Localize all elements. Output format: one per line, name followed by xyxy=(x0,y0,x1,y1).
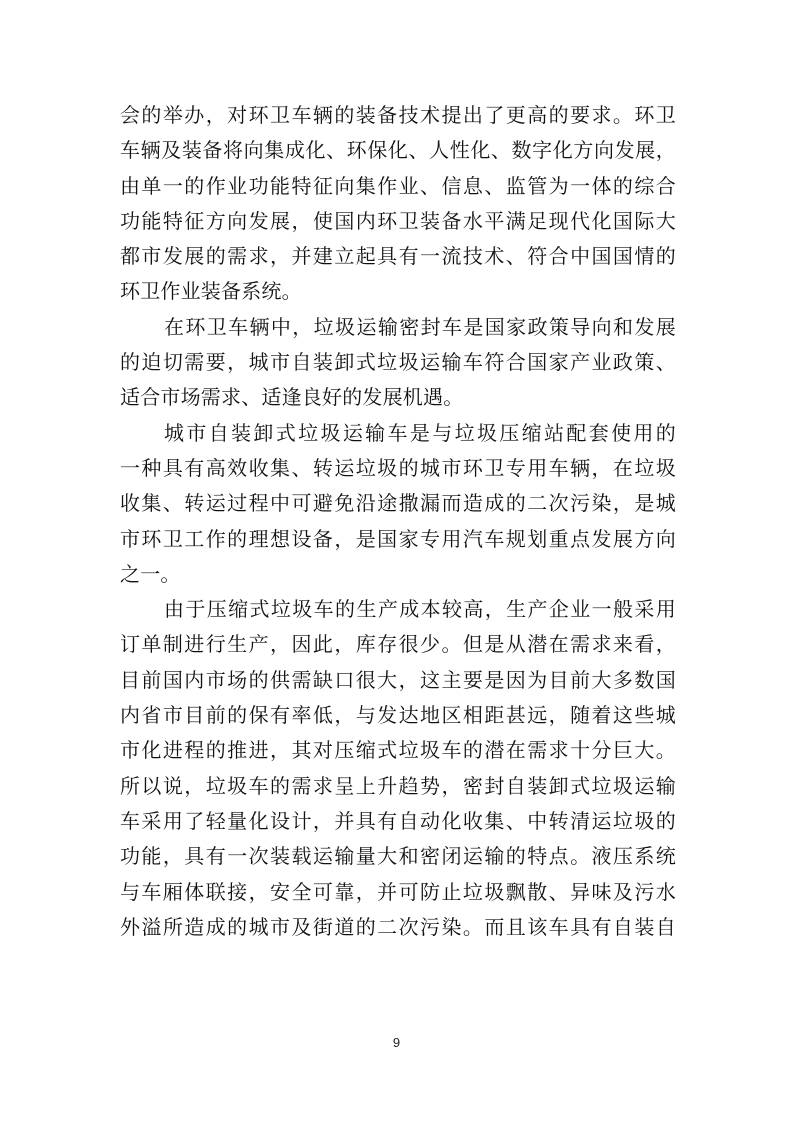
text-line: 适合市场需求、适逢良好的发展机遇。 xyxy=(120,385,464,410)
text-line: 由单一的作业功能特征向集作业、信息、监管为一体的综合 xyxy=(120,173,676,198)
text-line: 环卫作业装备系统。 xyxy=(120,279,302,304)
text-line: 的迫切需要，城市自装卸式垃圾运输车符合国家产业政策、 xyxy=(120,350,676,375)
text-line: 订单制进行生产，因此，库存很少。但是从潜在需求来看， xyxy=(120,632,676,657)
paragraph xyxy=(120,98,676,310)
text-line: 外溢所造成的城市及街道的二次污染。而且该车具有自装自 xyxy=(120,914,676,939)
text-line: 城市自装卸式垃圾运输车是与垃圾压缩站配套使用的 xyxy=(164,420,676,445)
body-text xyxy=(120,98,676,945)
paragraph xyxy=(120,310,676,416)
text-line: 与车厢体联接，安全可靠，并可防止垃圾飘散、异味及污水 xyxy=(120,879,676,904)
text-line: 一种具有高效收集、转运垃圾的城市环卫专用车辆，在垃圾 xyxy=(120,455,676,480)
text-line: 功能特征方向发展，使国内环卫装备水平满足现代化国际大 xyxy=(120,208,676,233)
text-line: 都市发展的需求，并建立起具有一流技术、符合中国国情的 xyxy=(120,244,676,269)
text-line: 车辆及装备将向集成化、环保化、人性化、数字化方向发展， xyxy=(120,138,676,163)
page-number: 9 xyxy=(392,1035,401,1050)
text-line: 之一。 xyxy=(120,561,181,586)
paragraph xyxy=(120,416,676,592)
text-line: 会的举办，对环卫车辆的装备技术提出了更高的要求。环卫 xyxy=(120,103,676,127)
paragraph xyxy=(120,592,676,945)
text-line: 在环卫车辆中，垃圾运输密封车是国家政策导向和发展 xyxy=(164,314,676,339)
text-line: 目前国内市场的供需缺口很大，这主要是因为目前大多数国 xyxy=(120,667,676,692)
text-line: 市化进程的推进，其对压缩式垃圾车的潜在需求十分巨大。 xyxy=(120,738,676,763)
text-line: 车采用了轻量化设计，并具有自动化收集、中转清运垃圾的 xyxy=(120,808,676,833)
text-line: 由于压缩式垃圾车的生产成本较高，生产企业一般采用 xyxy=(164,597,676,622)
text-line: 内省市目前的保有率低，与发达地区相距甚远，随着这些城 xyxy=(120,703,676,728)
text-line: 市环卫工作的理想设备，是国家专用汽车规划重点发展方向 xyxy=(120,526,676,551)
text-line: 所以说，垃圾车的需求呈上升趋势，密封自装卸式垃圾运输 xyxy=(120,773,676,798)
text-line: 收集、转运过程中可避免沿途撒漏而造成的二次污染，是城 xyxy=(120,491,676,516)
text-line: 功能，具有一次装载运输量大和密闭运输的特点。液压系统 xyxy=(120,844,676,869)
